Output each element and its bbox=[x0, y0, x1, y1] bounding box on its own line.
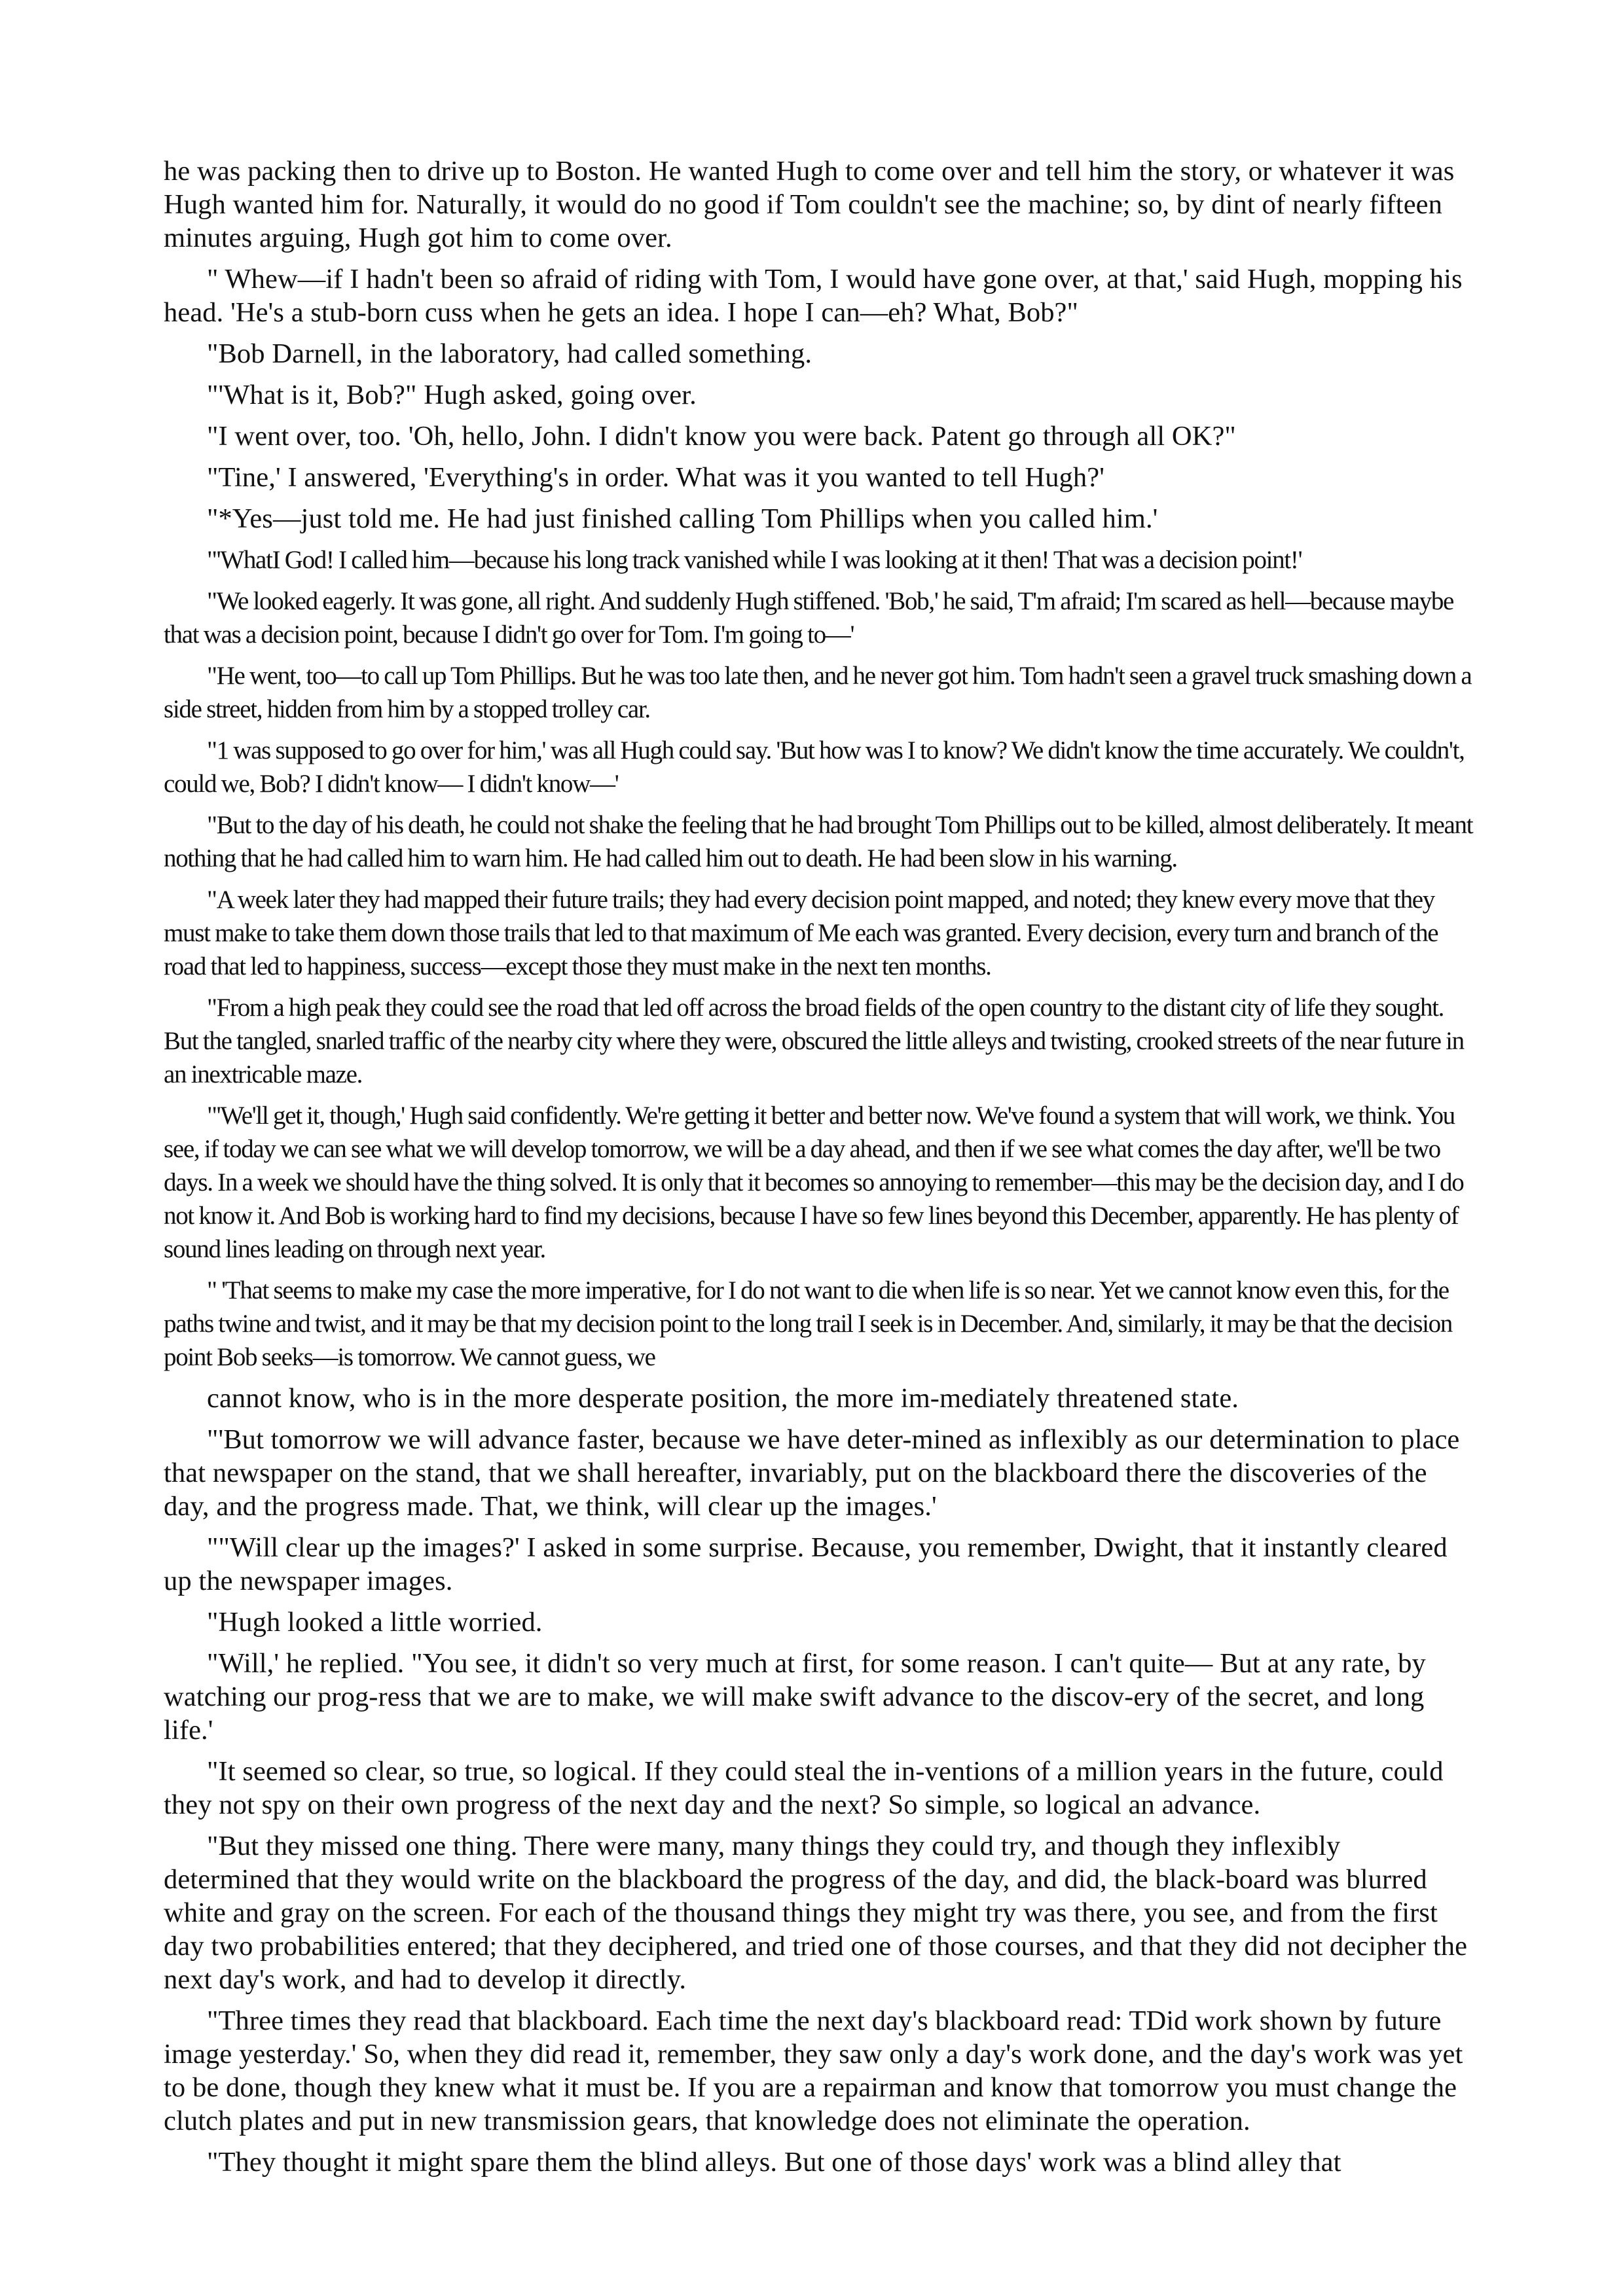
paragraph: "We looked eagerly. It was gone, all right. And suddenly Hugh stiffened. 'Bob,' he said, T'm afraid; I'm scared as hell—because maybe that was a decision point, because I didn't go over for Tom. I'm going to—' bbox=[164, 587, 1454, 649]
paragraph: cannot know, who is in the more desperate position, the more im-mediately threatened state. bbox=[207, 1383, 1239, 1414]
paragraph: "'But tomorrow we will advance faster, because we have deter-mined as inflexibly as our determination to place that newspaper on the stand, that we shall hereafter, invariably, put on the blackboard there the discoveries of the day, and the progress made. That, we think, will clear up the images.' bbox=[164, 1424, 1460, 1522]
paragraph: "It seemed so clear, so true, so logical. If they could steal the in-ventions of a million years in the future, could they not spy on their own progress of the next day and the next? So simple, so logical an advance. bbox=[164, 1756, 1444, 1820]
paragraph: "1 was supposed to go over for him,' was all Hugh could say. 'But how was I to know? We didn't know the time accurately. We couldn't, could we, Bob? I didn't know— I didn't know—' bbox=[164, 736, 1465, 798]
paragraph: "He went, too—to call up Tom Phillips. But he was too late then, and he never got him. Tom hadn't seen a gravel truck smashing down a side street, hidden from him by a stopped trolley car. bbox=[164, 662, 1472, 723]
paragraph: "*Yes—just told me. He had just finished calling Tom Phillips when you called him.' bbox=[207, 503, 1158, 534]
paragraph: "I went over, too. 'Oh, hello, John. I didn't know you were back. Patent go through all OK?" bbox=[207, 421, 1236, 452]
paragraph: "'What is it, Bob?" Hugh asked, going over. bbox=[207, 380, 697, 410]
paragraph: ""Will clear up the images?' I asked in some surprise. Because, you remember, Dwight, that it instantly cleared up the newspaper images. bbox=[164, 1532, 1448, 1596]
paragraph: "But they missed one thing. There were many, many things they could try, and though they inflexibly determined that they would write on the blackboard the progress of the day, and did, the black-board was blurred white and gray on the screen. For each of the thousand things they might try was there, you see, and from the first day two probabilities entered; that they deciphered, and tried one of those courses, and that they did not decipher the next day's work, and had to develop it directly. bbox=[164, 1831, 1468, 1995]
paragraph: "Three times they read that blackboard. Each time the next day's blackboard read: TDid work shown by future image yesterday.' So, when they did read it, remember, they saw only a day's work done, and the day's work was yet to be done, though they knew what it must be. If you are a repairman and know that tomorrow you must change the clutch plates and put in new transmission gears, that knowledge does not eliminate the operation. bbox=[164, 2005, 1463, 2136]
paragraph: "Hugh looked a little worried. bbox=[207, 1607, 543, 1638]
paragraph: " 'That seems to make my case the more imperative, for I do not want to die when life is so near. Yet we cannot know even this, for the paths twine and twist, and it may be that my decision point to the long trail I seek is in December. And, similarly, it may be that the decision point Bob seeks—is tomorrow. We cannot guess, we bbox=[164, 1276, 1453, 1371]
paragraph: "But to the day of his death, he could not shake the feeling that he had brought Tom Phillips out to be killed, almost deliberately. It meant nothing that he had called him to warn him. He had called him out to death. He had been slow in his warning. bbox=[164, 811, 1473, 872]
paragraph: "Will,' he replied. "You see, it didn't so very much at first, for some reason. I can't quite— But at any rate, by watching our prog-ress that we are to make, we will make swift advance to the discov-ery of the secret, and long life.' bbox=[164, 1648, 1426, 1746]
paragraph: "They thought it might spare them the blind alleys. But one of those days' work was a blind alley that bbox=[207, 2147, 1341, 2178]
paragraph: "Tine,' I answered, 'Everything's in order. What was it you wanted to tell Hugh?' bbox=[207, 462, 1104, 493]
paragraph: "'WhatI God! I called him—because his long track vanished while I was looking at it then! That was a decision point!' bbox=[207, 546, 1302, 574]
paragraph: "From a high peak they could see the road that led off across the broad fields of the open country to the distant city of life they sought. But the tangled, snarled traffic of the nearby city where they were, obscured the little alleys and twisting, crooked streets of the near future in an inextricable maze. bbox=[164, 994, 1464, 1088]
paragraph: " Whew—if I hadn't been so afraid of riding with Tom, I would have gone over, at that,' said Hugh, mopping his head. 'He's a stub-born cuss when he gets an idea. I hope I can—eh? What, Bob?" bbox=[164, 264, 1463, 328]
paragraph: he was packing then to drive up to Boston. He wanted Hugh to come over and tell him the story, or whatever it was Hugh wanted him for. Naturally, it would do no good if Tom couldn't see the machine; so, by dint of nearly fifteen minutes arguing, Hugh got him to come over. bbox=[164, 156, 1455, 253]
paragraph: "Bob Darnell, in the laboratory, had called something. bbox=[207, 338, 812, 369]
book-page bbox=[164, 154, 1473, 2187]
paragraph: "A week later they had mapped their future trails; they had every decision point mapped, and noted; they knew every move that they must make to take them down those trails that led to that maximum of Me each was granted. Every decision, every turn and branch of the road that led to happiness, success—except those they must make in the next ten months. bbox=[164, 886, 1438, 980]
paragraph: "'We'll get it, though,' Hugh said confidently. We're getting it better and better now. We've found a system that will work, we think. You see, if today we can see what we will develop tomorrow, we will be a day ahead, and then if we see what comes the day after, we'll be two days. In a week we should have the thing solved. It is only that it becomes so annoying to remember—this may be the decision day, and I do not know it. And Bob is working hard to find my decisions, because I have so few lines beyond this December, apparently. He has plenty of sound lines leading on through next year. bbox=[164, 1102, 1464, 1263]
